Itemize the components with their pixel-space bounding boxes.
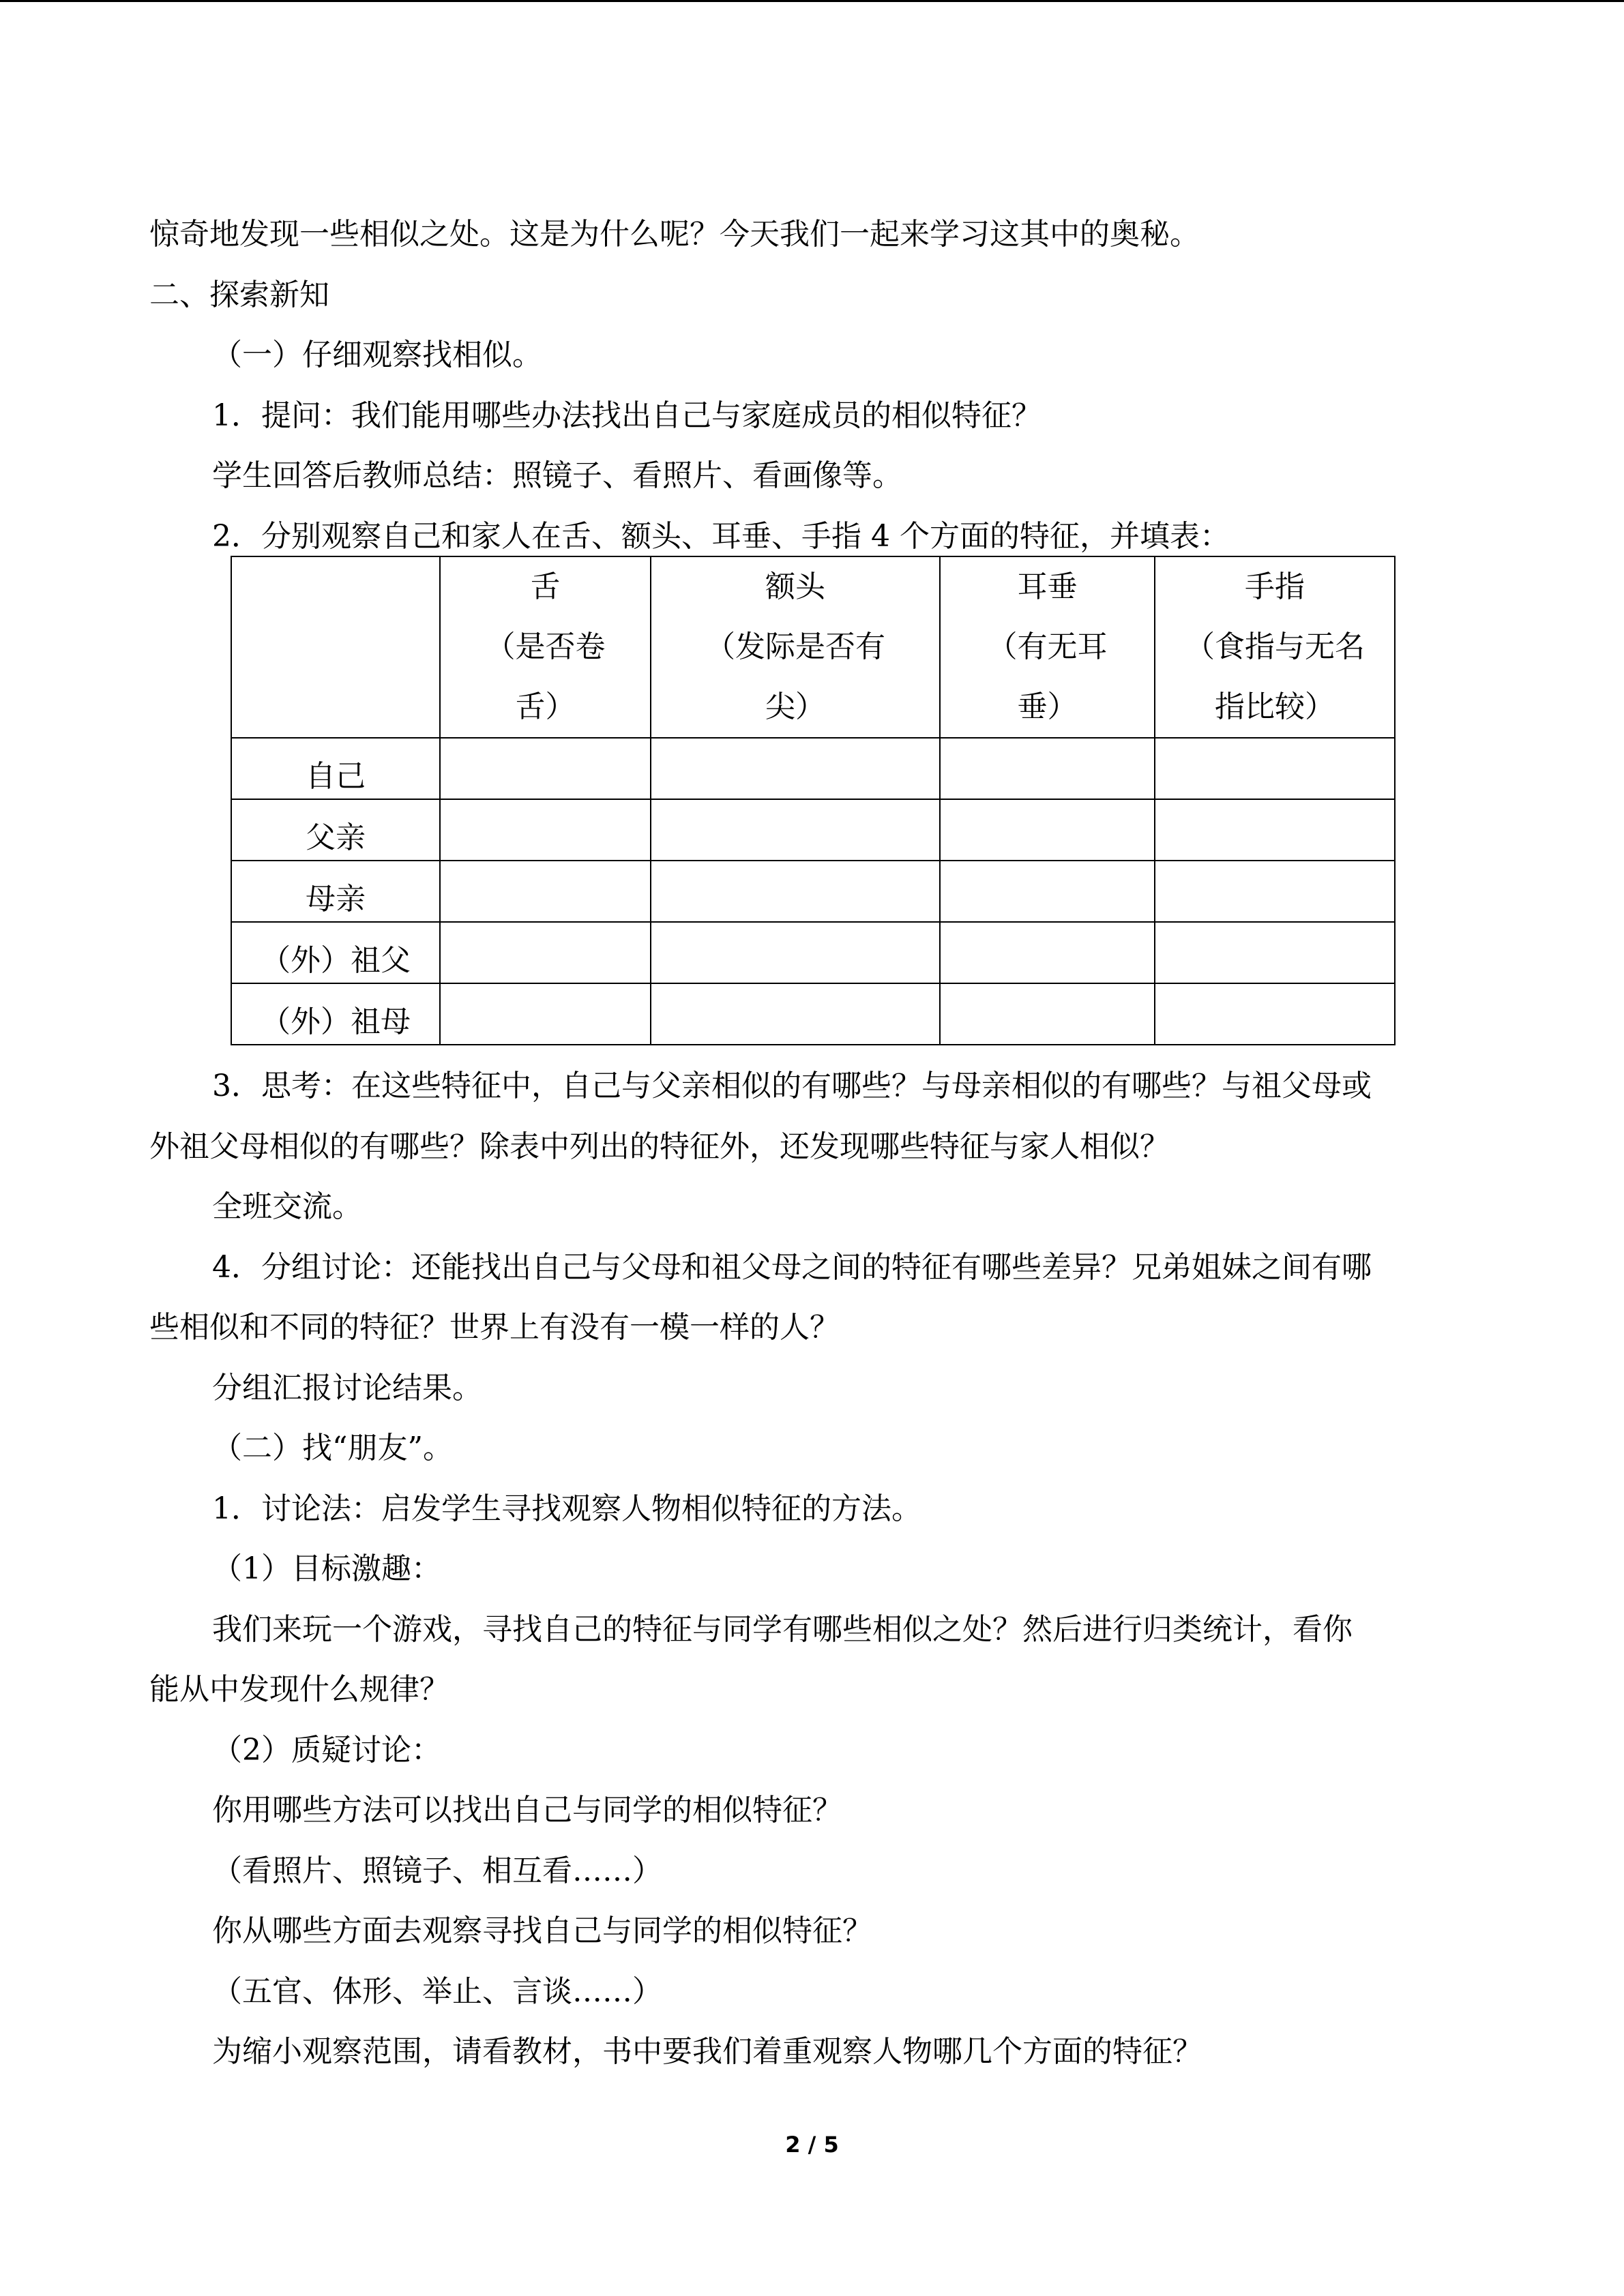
paragraph-line: 为缩小观察范围，请看教材，书中要我们着重观察人物哪几个方面的特征？ <box>212 2034 1202 2069</box>
paragraph-line: 些相似和不同的特征？世界上有没有一模一样的人？ <box>149 1310 840 1345</box>
paragraph-line: 1．讨论法：启发学生寻找观察人物相似特征的方法。 <box>212 1491 921 1526</box>
paragraph-line: 1．提问：我们能用哪些办法找出自己与家庭成员的相似特征？ <box>212 398 1042 433</box>
paragraph-line: 我们来玩一个游戏，寻找自己的特征与同学有哪些相似之处？然后进行归类统计，看你 <box>212 1612 1353 1647</box>
paragraph-line: （2）质疑讨论： <box>212 1733 441 1768</box>
table-row <box>231 922 1395 983</box>
table-cell <box>1155 983 1395 1045</box>
top-border-line <box>0 0 1624 2</box>
table-cell <box>1155 799 1395 861</box>
table-cell <box>651 799 940 861</box>
table-cell <box>1155 861 1395 922</box>
table-cell <box>940 922 1155 983</box>
table-row <box>231 861 1395 922</box>
row-label: （外）祖母 <box>231 983 440 1045</box>
table-cell <box>651 861 940 922</box>
table-header-cell <box>231 556 440 738</box>
table-cell <box>651 983 940 1045</box>
paragraph-line: 全班交流。 <box>212 1189 362 1224</box>
subsection-heading: （二）找“朋友”。 <box>212 1431 453 1465</box>
paragraph-line: 学生回答后教师总结：照镜子、看照片、看画像等。 <box>212 458 902 493</box>
table-cell <box>440 861 651 922</box>
table-cell <box>440 799 651 861</box>
table-cell <box>1155 738 1395 799</box>
table-header-cell: 耳垂 （有无耳 垂） <box>940 556 1155 738</box>
table-header-cell: 额头 （发际是否有 尖） <box>651 556 940 738</box>
row-label: 父亲 <box>231 799 440 861</box>
paragraph-line: 你从哪些方面去观察寻找自己与同学的相似特征？ <box>212 1913 872 1948</box>
feature-observation-table <box>231 556 1396 1045</box>
subsection-heading: （一）仔细观察找相似。 <box>212 338 542 372</box>
table-header-cell: 手指 （食指与无名 指比较） <box>1155 556 1395 738</box>
table-row <box>231 738 1395 799</box>
paragraph-line: 外祖父母相似的有哪些？除表中列出的特征外，还发现哪些特征与家人相似？ <box>149 1129 1170 1164</box>
paragraph-line: 3．思考：在这些特征中，自己与父亲相似的有哪些？与母亲相似的有哪些？与祖父母或 <box>212 1069 1372 1103</box>
paragraph-line: （看照片、照镜子、相互看……） <box>212 1853 662 1888</box>
table-cell <box>1155 922 1395 983</box>
table-cell <box>440 983 651 1045</box>
table-header-row <box>231 556 1395 738</box>
table-cell <box>940 799 1155 861</box>
paragraph-line: 分组汇报讨论结果。 <box>212 1371 482 1405</box>
table-cell <box>651 738 940 799</box>
table-row <box>231 983 1395 1045</box>
page-number: 2 / 5 <box>785 2132 839 2158</box>
section-heading: 二、探索新知 <box>149 278 329 312</box>
paragraph-line: （1）目标激趣： <box>212 1551 441 1586</box>
table-cell <box>940 983 1155 1045</box>
row-label: （外）祖父 <box>231 922 440 983</box>
table-cell <box>940 861 1155 922</box>
table-row <box>231 799 1395 861</box>
paragraph-line: 惊奇地发现一些相似之处。这是为什么呢？今天我们一起来学习这其中的奥秘。 <box>149 217 1200 252</box>
table-cell <box>651 922 940 983</box>
row-label: 母亲 <box>231 861 440 922</box>
table-cell <box>440 738 651 799</box>
row-label: 自己 <box>231 738 440 799</box>
paragraph-line: 能从中发现什么规律？ <box>149 1672 449 1707</box>
paragraph-line: 4．分组讨论：还能找出自己与父母和祖父母之间的特征有哪些差异？兄弟姐妹之间有哪 <box>212 1250 1372 1285</box>
paragraph-line: 你用哪些方法可以找出自己与同学的相似特征？ <box>212 1793 842 1828</box>
paragraph-line: 2．分别观察自己和家人在舌、额头、耳垂、手指 4 个方面的特征，并填表： <box>212 519 1230 554</box>
paragraph-line: （五官、体形、举止、言谈……） <box>212 1974 662 2009</box>
table-cell <box>940 738 1155 799</box>
table-cell <box>440 922 651 983</box>
table-header-cell: 舌 （是否卷 舌） <box>440 556 651 738</box>
